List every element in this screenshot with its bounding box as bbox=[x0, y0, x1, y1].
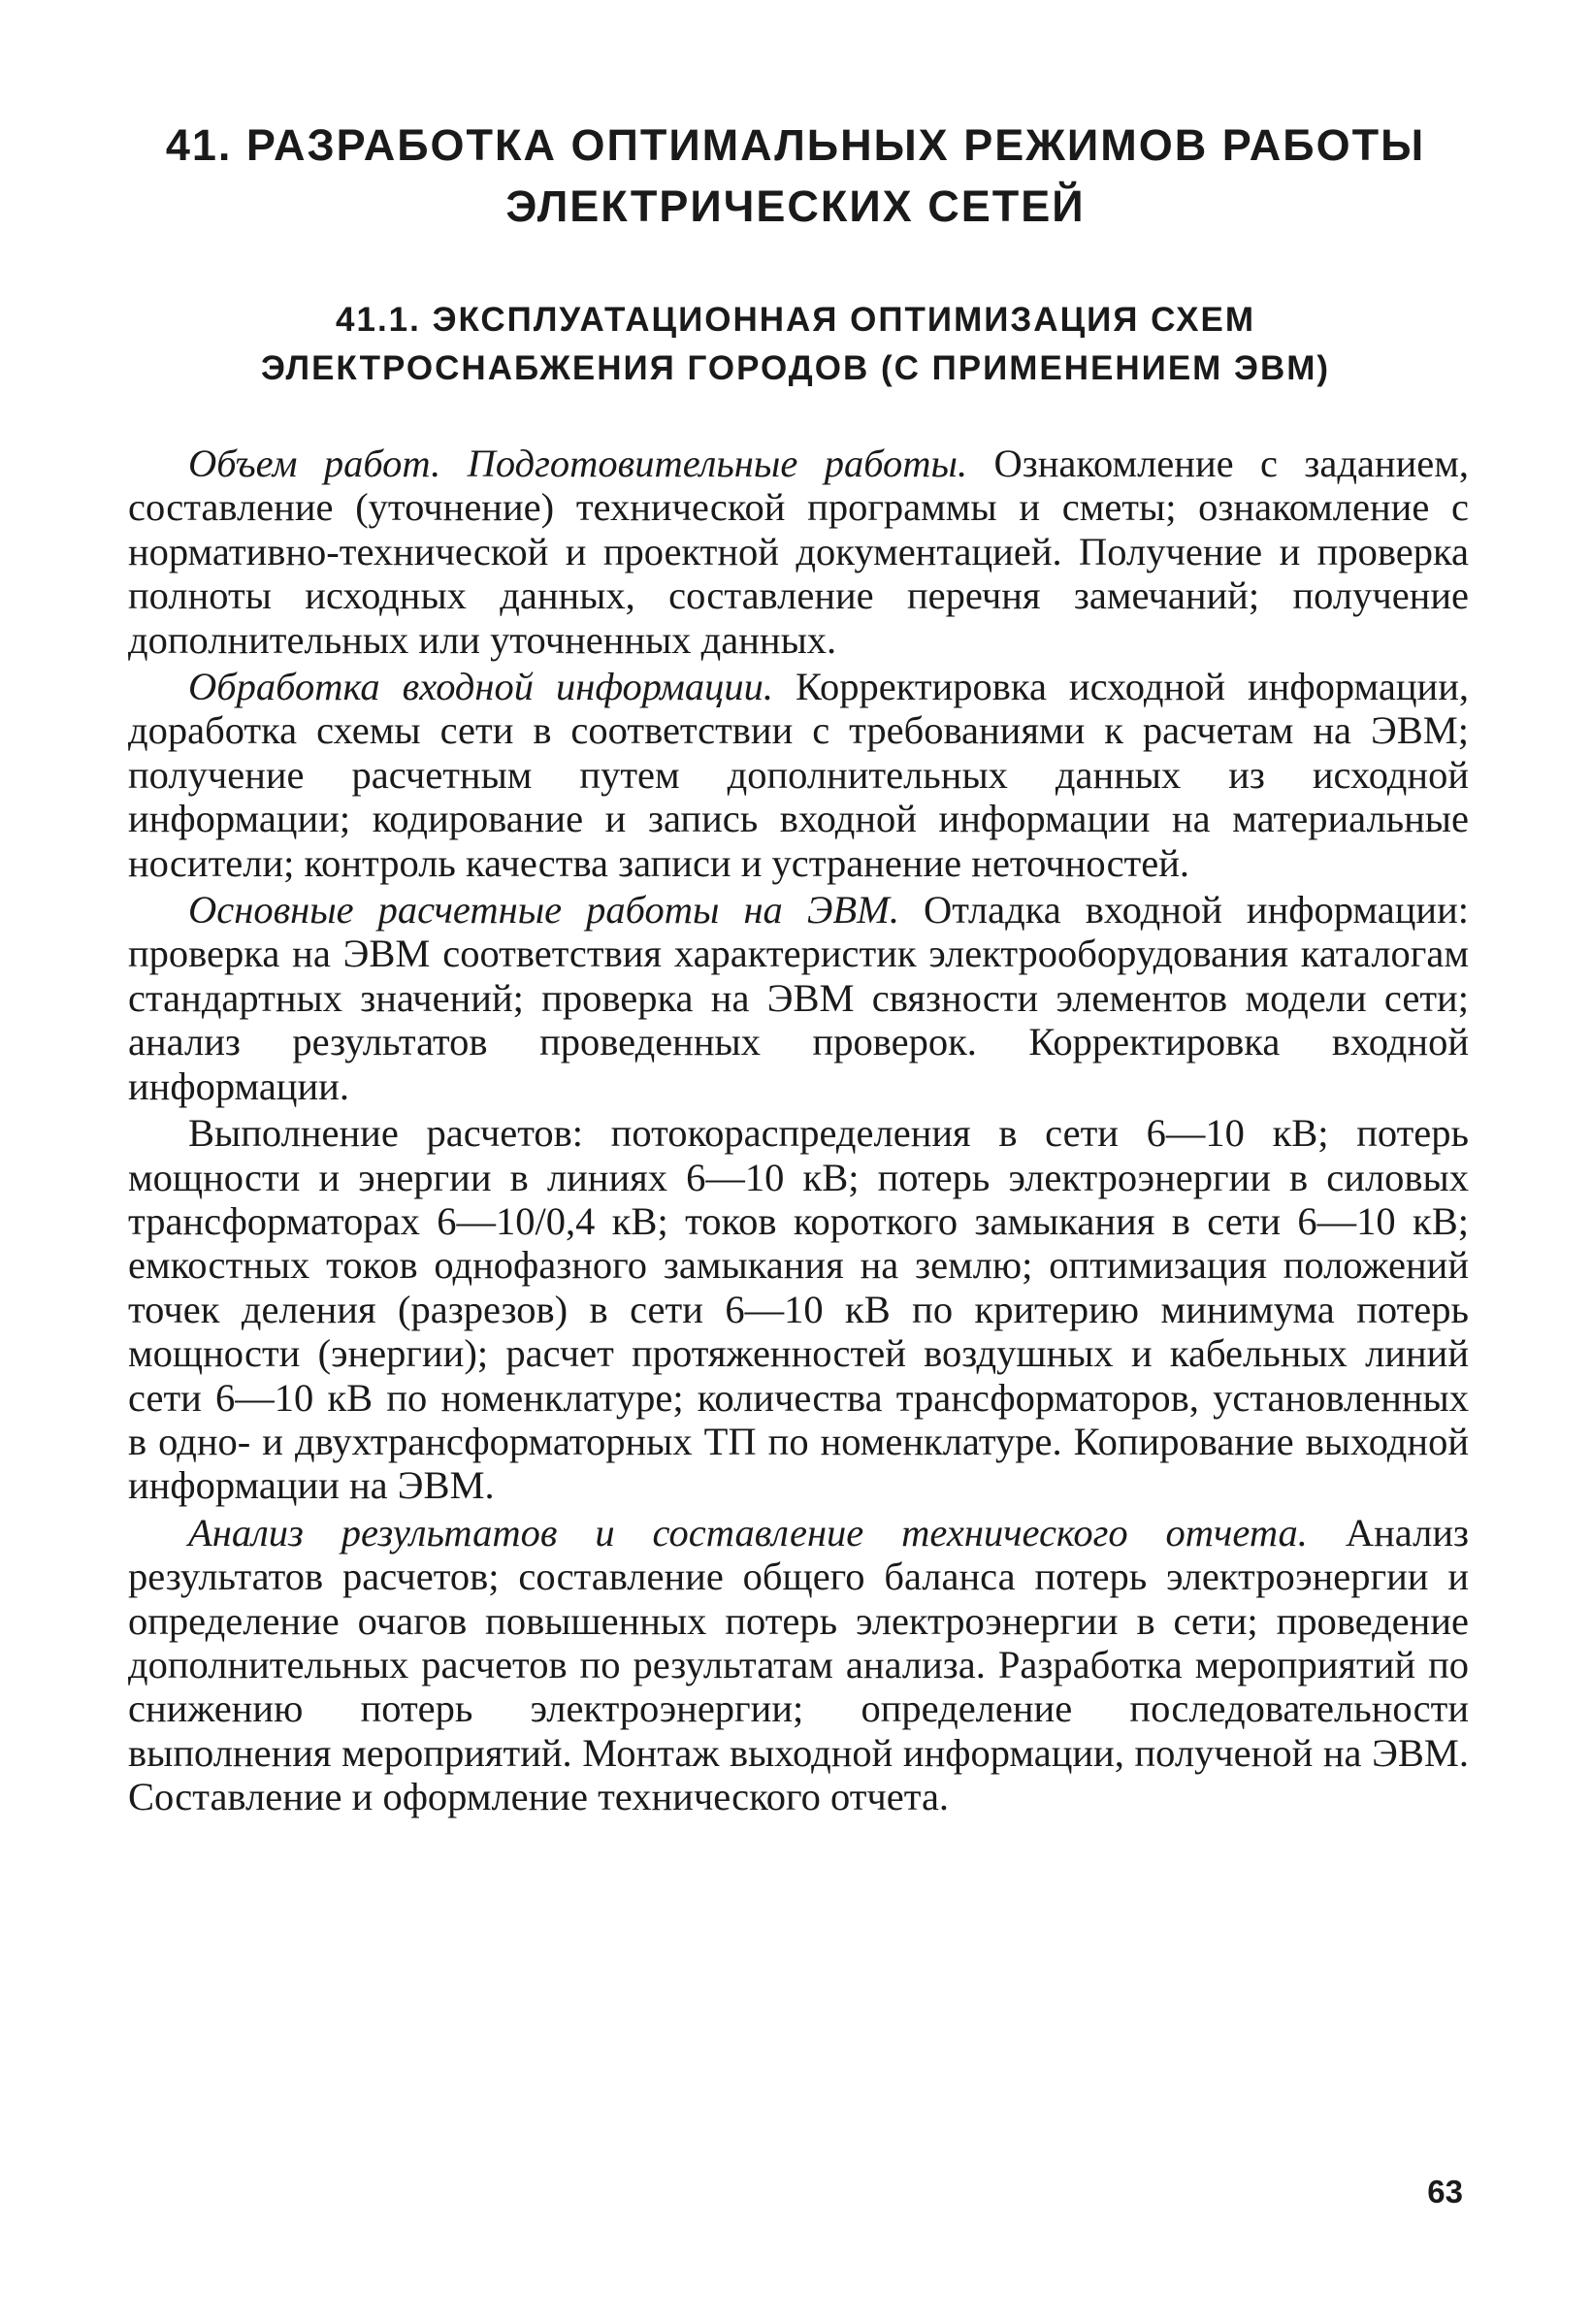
paragraph-text: Ознакомление с заданием, составление (уточнение) технической программы и сметы; ознакомление с нормативно-технической и проектной документацией. Получение и проверка полноты исходных данных, составление перечня замечаний; получение дополнительных или уточненных данных. bbox=[128, 442, 1469, 662]
section-title-line-2: ЭЛЕКТРОСНАБЖЕНИЯ ГОРОДОВ (С ПРИМЕНЕНИЕМ ЭВМ) bbox=[260, 349, 1331, 387]
paragraph-input-processing bbox=[128, 665, 1469, 885]
paragraph-text: Выполнение расчетов: потокораспределения в сети 6—10 кВ; потерь мощности и энергии в линиях 6—10 кВ; потерь электроэнергии в силовых трансформаторах 6—10/0,4 кВ; токов короткого замыкания в сети 6—10 кВ; емкостных токов однофазного замыкания на землю; оптимизация положений точек деления (разрезов) в сети 6—10 кВ по критерию минимума потерь мощности (энергии); расчет протяженностей воздушных и кабельных линий сети 6—10 кВ по номенклатуре; количества трансформаторов, установленных в одно- и двухтрансформаторных ТП по номенклатуре. Копирование выходной информации на ЭВМ. bbox=[128, 1111, 1469, 1508]
paragraph-heading: Обработка входной информации. bbox=[188, 665, 774, 709]
paragraph-text: Корректировка исходной информации, доработка схемы сети в соответствии с требованиями к расчетам на ЭВМ; получение расчетным путем дополнительных данных из исходной информации; кодирование и запись входной информации на материальные носители; контроль качества записи и устранение неточностей. bbox=[128, 665, 1469, 885]
paragraph-main-computations bbox=[128, 888, 1469, 1108]
paragraph-calculations bbox=[128, 1111, 1469, 1508]
section-title bbox=[116, 296, 1475, 393]
paragraph-heading: Основные расчетные работы на ЭВМ. bbox=[188, 888, 899, 933]
chapter-title bbox=[116, 115, 1475, 237]
paragraph-heading: Объем работ. Подготовительные работы. bbox=[188, 442, 968, 485]
paragraph-text: Анализ результатов расчетов; составление общего баланса потерь электроэнергии и определение очагов повышенных потерь электроэнергии в сети; проведение дополнительных расчетов по результатам анализа. Разработка мероприятий по снижению потерь электроэнергии; определение последовательности выполнения мероприятий. Монтаж выходной информации, полученой на ЭВМ. Составление и оформление технического отчета. bbox=[128, 1510, 1469, 1819]
paragraph-scope-of-work bbox=[128, 442, 1469, 662]
page-number: 63 bbox=[1427, 2174, 1463, 2209]
paragraph-text: Отладка входной информации: проверка на ЭВМ соответствия характеристик электрооборудования каталогам стандартных значений; проверка на ЭВМ связности элементов модели сети; анализ результатов проведенных проверок. Корректировка входной информации. bbox=[128, 888, 1469, 1108]
section-title-line-1: 41.1. ЭКСПЛУАТАЦИОННАЯ ОПТИМИЗАЦИЯ СХЕМ bbox=[336, 301, 1255, 339]
chapter-title-line-2: ЭЛЕКТРИЧЕСКИХ СЕТЕЙ bbox=[505, 181, 1086, 231]
paragraph-analysis-report bbox=[128, 1511, 1469, 1819]
body-text bbox=[128, 442, 1469, 1822]
paragraph-heading: Анализ результатов и составление технического отчета. bbox=[188, 1510, 1308, 1555]
chapter-title-line-1: 41. РАЗРАБОТКА ОПТИМАЛЬНЫХ РЕЖИМОВ РАБОТЫ bbox=[165, 120, 1426, 170]
